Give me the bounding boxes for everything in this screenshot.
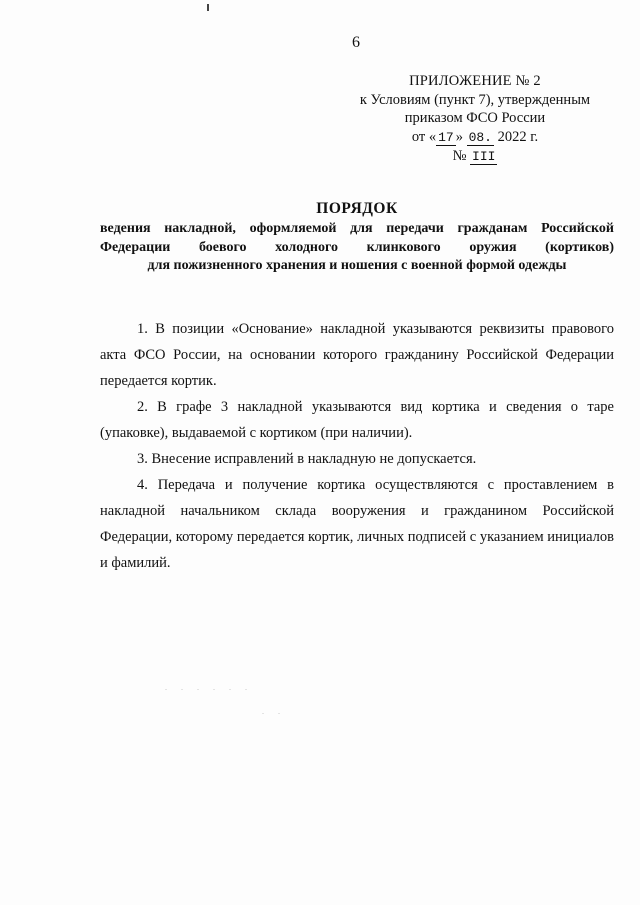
scan-mark [207, 4, 209, 11]
date-year: 2022 г. [497, 128, 539, 145]
appendix-number-line [330, 147, 620, 167]
scan-noise: . . [262, 707, 286, 716]
subtitle-line: для пожизненного хранения и ношения с военной формой одежды [147, 258, 567, 273]
page-number: 6 [352, 34, 360, 51]
document-body [100, 316, 614, 576]
subtitle-line: ведения накладной, оформляемой для передачи гражданам Российской [100, 221, 614, 236]
number-label: № [452, 148, 467, 164]
date-day: 17 [438, 129, 454, 145]
number-value: III [472, 149, 496, 164]
paragraph: 4. Передача и получение кортика осуществляются с проставлением в накладной начальником склада вооружения и гражданином Российской Федерации, которому передается кортик, личных подписей с указанием инициалов и фамилий. [100, 477, 614, 571]
appendix-header [330, 72, 620, 167]
date-month: 08. [468, 129, 492, 145]
scan-noise: . . . . . . [165, 683, 253, 692]
paragraph: 2. В графе 3 накладной указываются вид кортика и сведения о таре (упаковке), выдаваемой с кортиком (при наличии). [100, 399, 614, 441]
appendix-order-line: приказом ФСО России [404, 110, 546, 126]
document-subtitle [100, 220, 614, 276]
subtitle-line: Федерации боевого холодного клинкового оружия (кортиков) [100, 239, 614, 255]
date-mid: » [455, 128, 463, 145]
paragraph: 1. В позиции «Основание» накладной указываются реквизиты правового акта ФСО России, на основании которого гражданину Российской Федерации передается кортик. [100, 321, 614, 389]
appendix-reference-line: к Условиям (пункт 7), утвержденным [359, 91, 591, 108]
document-title: ПОРЯДОК [316, 200, 398, 217]
appendix-date-line [330, 128, 620, 148]
date-prefix: от « [411, 128, 437, 145]
paragraph: 3. Внесение исправлений в накладную не допускается. [137, 451, 477, 467]
appendix-title: ПРИЛОЖЕНИЕ № 2 [409, 73, 541, 89]
